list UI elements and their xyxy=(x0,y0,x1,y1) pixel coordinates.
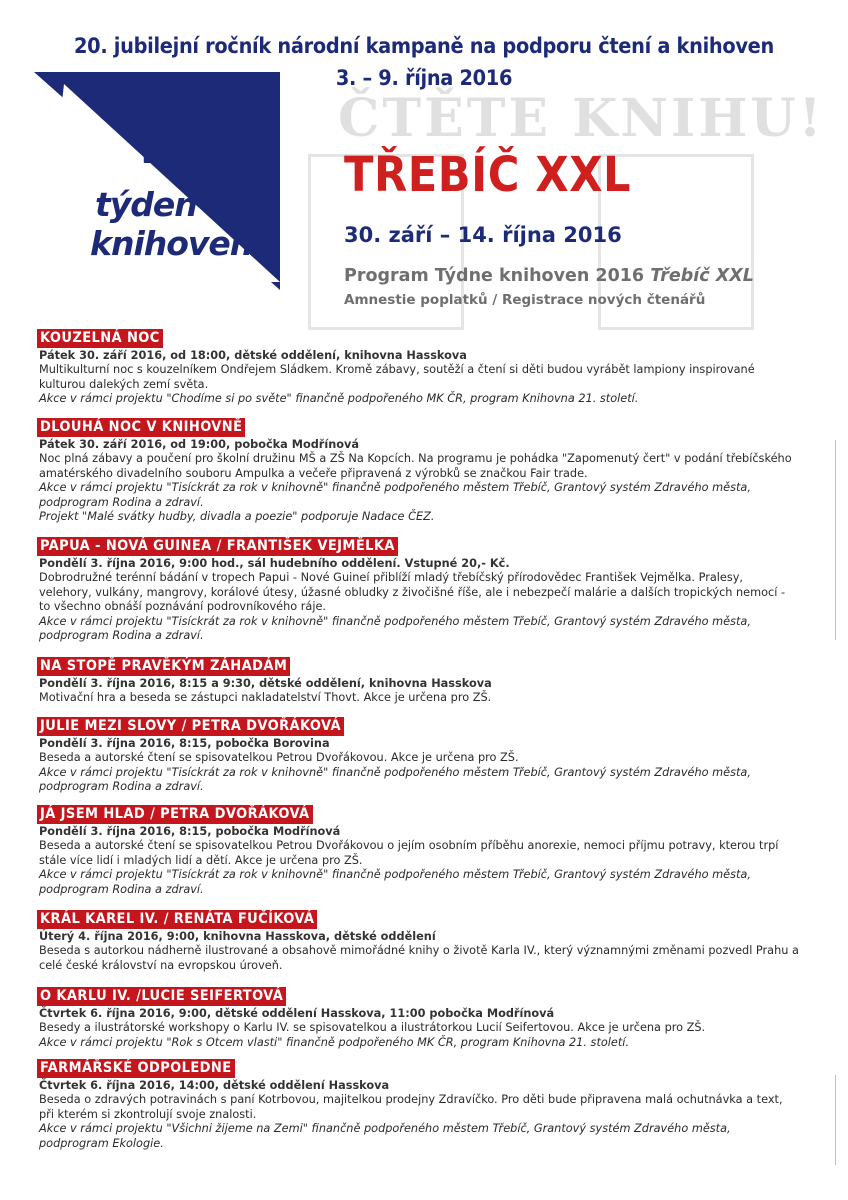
event-title: JÁ JSEM HLAD / PETRA DVOŘÁKOVÁ xyxy=(37,805,313,824)
logo-word-knihoven: knihoven xyxy=(90,224,253,263)
event-note-line: Projekt "Malé svátky hudby, divadla a poezie" podporuje Nadace ČEZ. xyxy=(39,510,435,524)
event-description-line: celé české království na evropskou úroveň. xyxy=(39,958,283,972)
event-description-line: při kterém si zkontrolují svoje znalosti. xyxy=(39,1107,257,1121)
event-date: Pondělí 3. října 2016, 9:00 hod., sál hudebního oddělení. Vstupné 20,- Kč. xyxy=(39,557,510,570)
event-note-line: Akce v rámci projektu "Tisíckrát za rok v knihovně" finančně podpořeného městem Třebíč, Grantový systém Zdravého města, xyxy=(39,765,751,779)
event-description-line: Noc plná zábavy a poučení pro školní družinu MŠ a ZŠ Na Kopcích. Na programu je pohádka "Zapomenutý čert" v podání třebíčského xyxy=(39,452,792,465)
event-note-line: podprogram Ekologie. xyxy=(39,1136,164,1150)
event-description-line: velehory, vulkány, mangrovy, korálové útesy, úžasné obludky z živočišné říše, ale i nebezpečí malárie a dalších tropických nemocí - xyxy=(39,585,786,599)
event-item xyxy=(39,535,814,644)
event-title: KRÁL KAREL IV. / RENÁTA FUČÍKOVÁ xyxy=(37,910,317,929)
city-title: TŘEBÍČ XXL xyxy=(344,147,632,203)
event-description-line: Beseda a autorské čtení se spisovatelkou Petrou Dvořákovou. Akce je určena pro ZŠ. xyxy=(39,751,519,764)
event-note-line: podprogram Rodina a zdraví. xyxy=(39,882,204,896)
event-note-line: Akce v rámci projektu "Chodíme si po světe" finančně podpořeného MK ČR, program Knihovna 21. století. xyxy=(39,392,639,406)
event-date: Pátek 30. září 2016, od 18:00, dětské oddělení, knihovna Hasskova xyxy=(39,349,467,362)
event-title: NA STOPĚ PRAVĚKÝM ZÁHADÁM xyxy=(37,657,290,676)
event-description-line: Motivační hra a beseda se zástupci nakladatelství Thovt. Akce je určena pro ZŠ. xyxy=(39,691,492,704)
event-title: PAPUA - NOVÁ GUINEA / FRANTIŠEK VEJMĚLKA xyxy=(37,537,398,556)
program-title-italic: Třebíč XXL xyxy=(650,266,754,286)
event-description-line: Beseda a autorské čtení se spisovatelkou Petrou Dvořákovou o jejím osobním příběhu anorexie, nemoci příjmu potravy, kterou trpí xyxy=(39,839,779,852)
background-poster-text: ČTĚTE KNIHU! xyxy=(338,88,825,149)
event-title: O KARLU IV. /LUCIE SEIFERTOVÁ xyxy=(37,987,286,1006)
program-title-text: Program Týdne knihoven 2016 xyxy=(344,266,651,286)
logo-number: 16 xyxy=(133,78,250,185)
event-description-line: Beseda s autorkou nádherně ilustrované a obsahově mimořádné knihy o životě Karla IV., který významnými změnami pozvedl Prahu a xyxy=(39,944,799,957)
event-item xyxy=(39,416,814,525)
event-note-line: Akce v rámci projektu "Tisíckrát za rok v knihovně" finančně podpořeného městem Třebíč, Grantový systém Zdravého města, xyxy=(39,614,751,628)
campaign-title: 20. jubilejní ročník národní kampaně na podporu čtení a knihoven xyxy=(74,34,774,59)
event-title: FARMÁŘSKÉ ODPOLEDNE xyxy=(37,1059,235,1078)
campaign-dates: 3. – 9. října 2016 xyxy=(335,66,513,91)
event-item xyxy=(39,803,814,897)
event-description-line: stále více lidí i mladých lidí a dětí. Akce je určena pro ZŠ. xyxy=(39,853,363,867)
page-edge-mark xyxy=(835,1075,836,1165)
page-edge-mark xyxy=(835,440,836,640)
event-note-line: Akce v rámci projektu "Tisíckrát za rok v knihovně" finančně podpořeného městem Třebíč, Grantový systém Zdravého města, xyxy=(39,868,751,882)
event-date: Čtvrtek 6. října 2016, 9:00, dětské oddělení Hasskova, 11:00 pobočka Modřínová xyxy=(39,1007,555,1020)
event-date: Čtvrtek 6. října 2016, 14:00, dětské oddělení Hasskova xyxy=(39,1079,390,1092)
event-note-line: Akce v rámci projektu "Všichni žijeme na Zemi" finančně podpořeného městem Třebíč, Grantový systém Zdravého města, xyxy=(39,1122,731,1136)
event-description-line: Besedy a ilustrátorské workshopy o Karlu IV. se spisovatelkou a ilustrátorkou Lucií Seifertovou. Akce je určena pro ZŠ. xyxy=(39,1021,706,1034)
event-title: KOUZELNÁ NOC xyxy=(37,329,163,348)
event-item xyxy=(39,985,814,1050)
event-description-line: to všechno obnáší poznávání podrovníkového ráje. xyxy=(39,600,327,614)
event-note-line: Akce v rámci projektu "Tisíckrát za rok v knihovně" finančně podpořeného městem Třebíč, Grantový systém Zdravého města, xyxy=(39,481,751,495)
event-note-line: podprogram Rodina a zdraví. xyxy=(39,495,204,509)
program-subtitle: Amnestie poplatků / Registrace nových čtenářů xyxy=(344,292,706,308)
event-dates: 30. září – 14. října 2016 xyxy=(344,223,622,247)
event-item xyxy=(39,327,814,407)
event-date: Úterý 4. října 2016, 9:00, knihovna Hasskova, dětské oddělení xyxy=(39,930,436,943)
event-item xyxy=(39,715,814,795)
logo-word-tyden: týden xyxy=(95,185,197,224)
event-description-line: kulturou dalekých zemí světa. xyxy=(39,377,209,391)
event-description-line: amatérského divadelního souboru Ampulka a večeře připravená z výrobků se značkou Fair trade. xyxy=(39,466,588,480)
program-title xyxy=(344,266,754,286)
event-item xyxy=(39,908,814,973)
event-note-line: podprogram Rodina a zdraví. xyxy=(39,780,204,794)
event-description-line: Dobrodružné terénní bádání v tropech Papui - Nové Guineí přiblíží mladý třebíčský přírodovědec František Vejmělka. Pralesy, xyxy=(39,571,744,584)
event-date: Pondělí 3. října 2016, 8:15 a 9:30, dětské oddělení, knihovna Hasskova xyxy=(39,677,492,690)
event-note-line: Akce v rámci projektu "Rok s Otcem vlasti" finančně podpořeného MK ČR, program Knihovna 21. století. xyxy=(39,1035,630,1049)
event-date: Pondělí 3. října 2016, 8:15, pobočka Modřínová xyxy=(39,825,341,838)
event-item xyxy=(39,1057,814,1151)
event-item xyxy=(39,655,814,706)
event-description-line: Multikulturní noc s kouzelníkem Ondřejem Sládkem. Kromě zábavy, soutěží a čtení si děti budou vyrábět lampiony inspirované xyxy=(39,363,755,376)
event-description-line: Beseda o zdravých potravinách s paní Kotrbovou, majitelkou prodejny Zdravíčko. Pro děti bude připravena malá ochutnávka a text, xyxy=(39,1093,783,1106)
event-title: JULIE MEZI SLOVY / PETRA DVOŘÁKOVÁ xyxy=(37,717,344,736)
event-note-line: podprogram Rodina a zdraví. xyxy=(39,629,204,643)
event-date: Pátek 30. září 2016, od 19:00, pobočka Modřínová xyxy=(39,438,360,451)
event-date: Pondělí 3. října 2016, 8:15, pobočka Borovina xyxy=(39,737,330,750)
event-title: DLOUHÁ NOC V KNIHOVNĚ xyxy=(37,418,245,437)
